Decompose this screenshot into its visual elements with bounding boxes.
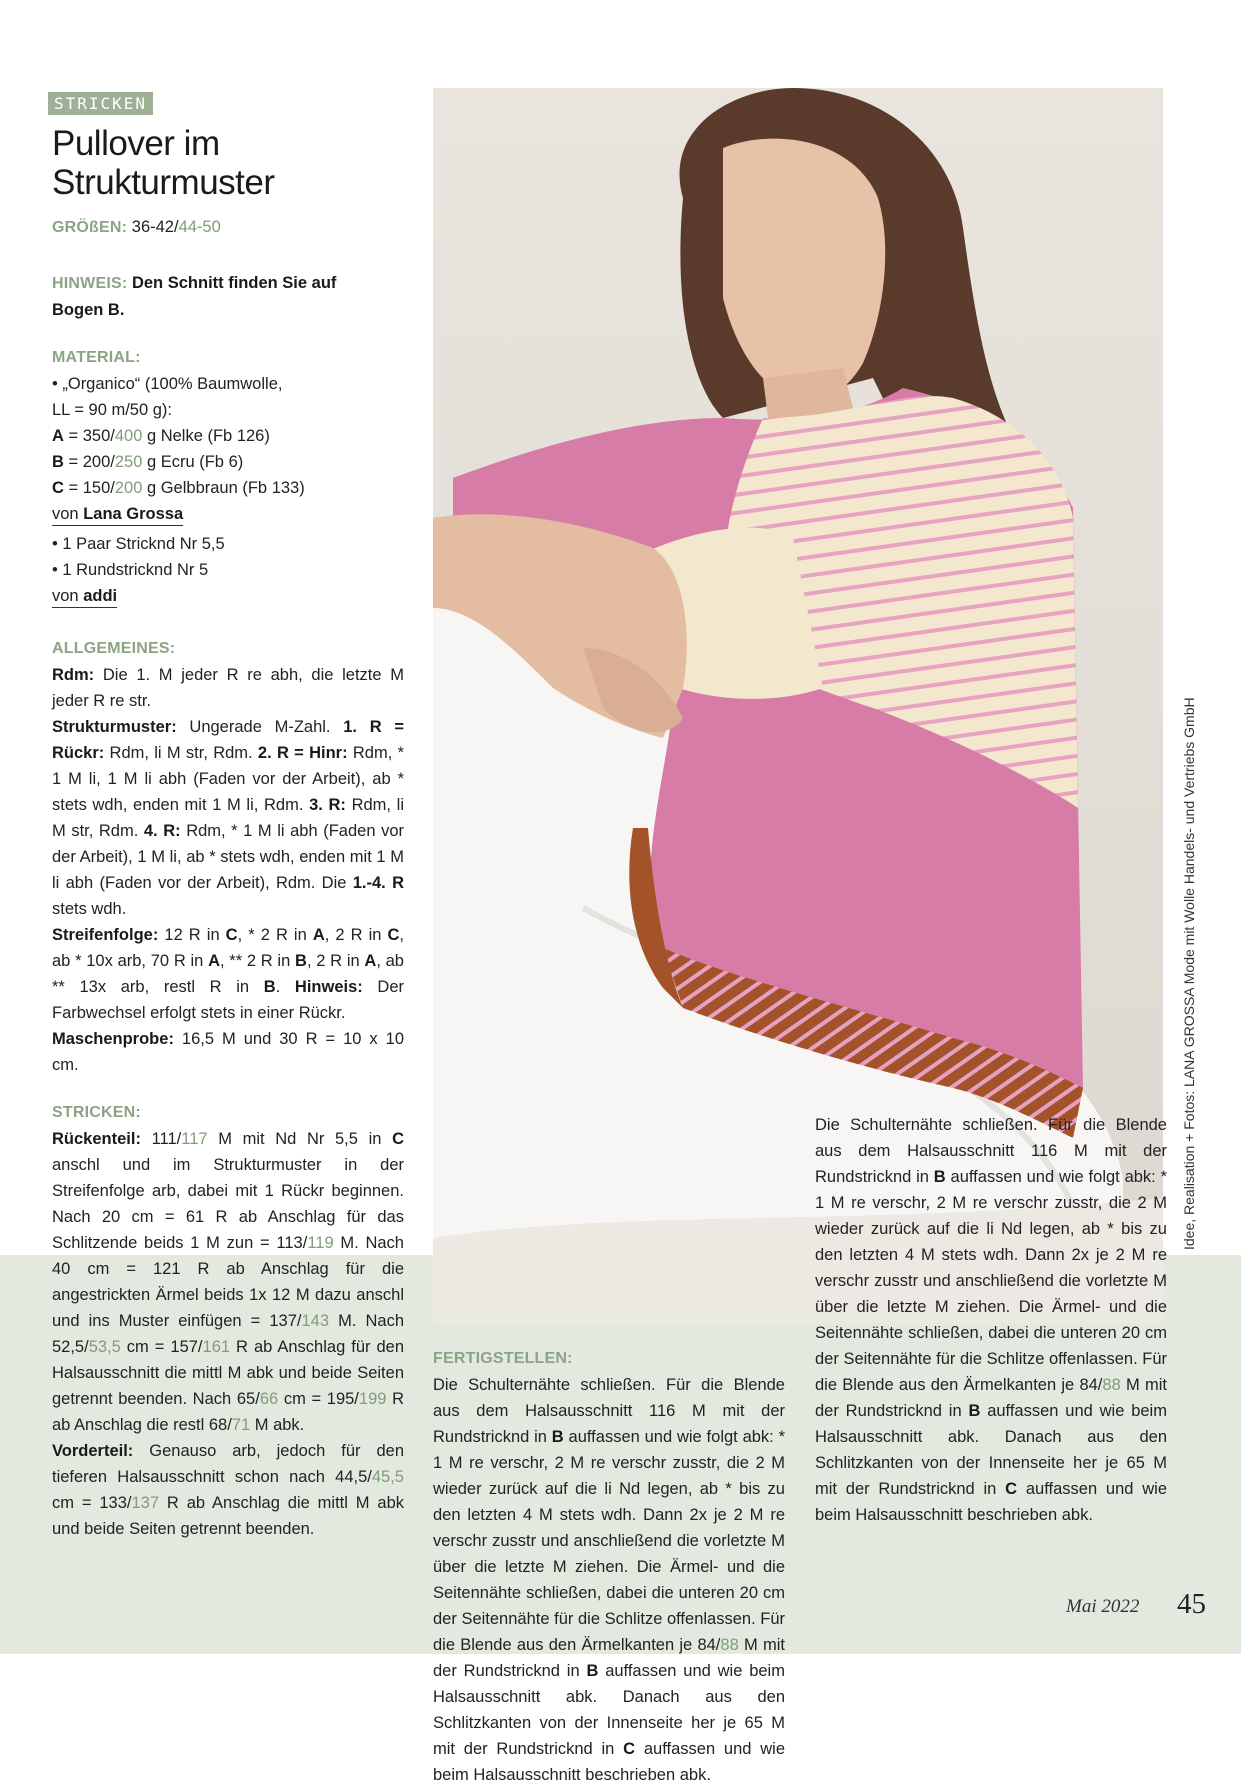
material-needles-1: • 1 Paar Stricknd Nr 5,5 [52,535,225,553]
category-tag: STRICKEN [48,92,153,115]
general-gauge: Maschenprobe: 16,5 M und 30 R = 10 x 10 cm. [52,1030,404,1074]
general-stripes: Streifenfolge: 12 R in C, * 2 R in A, 2 R in C, ab * 10x arb, 70 R in A, ** 2 R in B, 2 R in A, ab ** 13x arb, restl R in B. Hinweis: Der Farbwechsel erfolgt stets in einer Rückr. [52,926,405,1022]
finishing-text-continued: Die Schulternähte schließen. Für die Blende aus dem Halsausschnitt 116 M mit der Rundstricknd in B auffassen und wie folgt abk: * 1 M re verschr, 2 M re verschr zusstr, die 2 M wieder zurück auf die li Nd legen, ab * bis zu den letzten 4 M stets wdh. Dann 2x je 2 M re verschr zusstr und anschließend die vorletzte M über die letzte M ziehen. Die Ärmel- und die Seitennähte schließen, dabei die unteren 20 cm der Seitennähte für die Schlitze offenlassen. Für die Blende aus den Ärmelkanten je 84/88 M mit der Rundstricknd in B auffassen und wie beim Halsausschnitt abk. Danach aus den Schlitzkanten von der Innenseite her je 65 M mit der Rundstricknd in C auffassen und wie beim Halsausschnitt beschrieben abk. [815,1116,1168,1524]
material-yarn-line-2: LL = 90 m/50 g): [52,401,173,419]
finishing-text-col2 [815,1116,1168,1580]
material-label: MATERIAL: [52,349,141,366]
material-needles-2: • 1 Rundstricknd Nr 5 [52,561,209,579]
hint-label: HINWEIS: [52,275,128,292]
sizes-label: GRÖßEN: [52,219,128,236]
knitting-section [52,1100,404,1542]
sizes-separator: / [173,218,179,236]
hint-text: Den Schnitt finden Sie auf Bogen B. [52,274,337,319]
material-needle-brand: von addi [52,583,404,609]
material-section [52,345,404,609]
finishing-label: FERTIGSTELLEN: [433,1350,573,1367]
footer-issue-date: Mai 2022 [1066,1596,1140,1617]
material-yarn-brand: von Lana Grossa [52,501,404,527]
title-line-1: Pullover im [52,124,220,163]
sizes-alt: 44-50 [178,218,221,236]
general-pattern: Strukturmuster: Ungerade M-Zahl. 1. R = Rückr: Rdm, li M str, Rdm. 2. R = Hinr: Rdm, * 1 M li, 1 M li abh (Faden vor der Arbeit), ab * stets wdh, enden mit 1 M li, Rdm. 3. R: Rdm, li M str, Rdm. 4. R: Rdm, * 1 M li abh (Faden vor der Arbeit), 1 M li, ab * stets wdh, enden mit 1 M li abh (Faden vor der Arbeit), Rdm. Die 1.-4. R stets wdh. [52,718,404,918]
finishing-section-col1 [433,1346,785,1372]
material-color-a: A = 350/400 g Nelke (Fb 126) [52,427,270,445]
general-section [52,636,404,1078]
material-color-b: B = 200/250 g Ecru (Fb 6) [52,453,244,471]
finishing-text-col2-flow [815,1112,1167,1528]
knitting-label: STRICKEN: [52,1104,141,1121]
finishing-text-col1 [433,1372,786,1784]
material-yarn-line-1: • „Organico“ (100% Baumwolle, [52,375,283,393]
knitting-back: Rückenteil: 111/117 M mit Nd Nr 5,5 in C anschl und im Strukturmuster in der Streifenfolge arb, dabei mit 1 Rückr beginnen. Nach 20 cm = 61 R ab Anschlag für das Schlitzende beids 1 M zun = 113/119 M. Nach 40 cm = 121 R ab Anschlag für die angestrickten Ärmel beids 1x 12 M dazu anschl und ins Muster einfügen = 137/143 M. Nach 52,5/53,5 cm = 157/161 R ab Anschlag für den Halsausschnitt die mittl M abk und beide Seiten getrennt beenden. Nach 65/66 cm = 195/199 R ab Anschlag die restl 68/71 M abk. [52,1130,405,1434]
general-rdm: Rdm: Die 1. M jeder R re abh, die letzte M jeder R re str. [52,666,404,710]
page-number: 45 [1177,1588,1206,1620]
general-label: ALLGEMEINES: [52,640,176,657]
sizes-section [52,214,404,241]
hint-section [52,270,342,323]
sizes-value: 36-42 [131,218,174,236]
photo-credit: Idee, Realisation + Fotos: LANA GROSSA Mode mit Wolle Handels- und Vertriebs GmbH [1181,697,1197,1250]
knitting-front: Vorderteil: Genauso arb, jedoch für den tieferen Halsausschnitt schon nach 44,5/45,5 cm = 133/137 R ab Anschlag die mittl M abk und beide Seiten getrennt beenden. [52,1442,404,1538]
finishing-text: Die Schulternähte schließen. Für die Blende aus dem Halsausschnitt 116 M mit der Rundstricknd in B auffassen und wie folgt abk: * 1 M re verschr, 2 M re verschr zusstr, die 2 M wieder zurück auf die li Nd legen, ab * bis zu den letzten 4 M stets wdh. Dann 2x je 2 M re verschr zusstr und anschließend die vorletzte M über die letzte M ziehen. Die Ärmel- und die Seitennähte schließen, dabei die unteren 20 cm der Seitennähte für die Schlitze offenlassen. Für die Blende aus den Ärmelkanten je 84/88 M mit der Rundstricknd in B auffassen und wie beim Halsausschnitt abk. Danach aus den Schlitzkanten von der Innenseite her je 65 M mit der Rundstricknd in C auffassen und wie beim Halsausschnitt beschrieben abk. [433,1376,786,1784]
title-line-2: Strukturmuster [52,163,275,202]
material-color-c: C = 150/200 g Gelbbraun (Fb 133) [52,479,305,497]
page-title [52,124,392,202]
